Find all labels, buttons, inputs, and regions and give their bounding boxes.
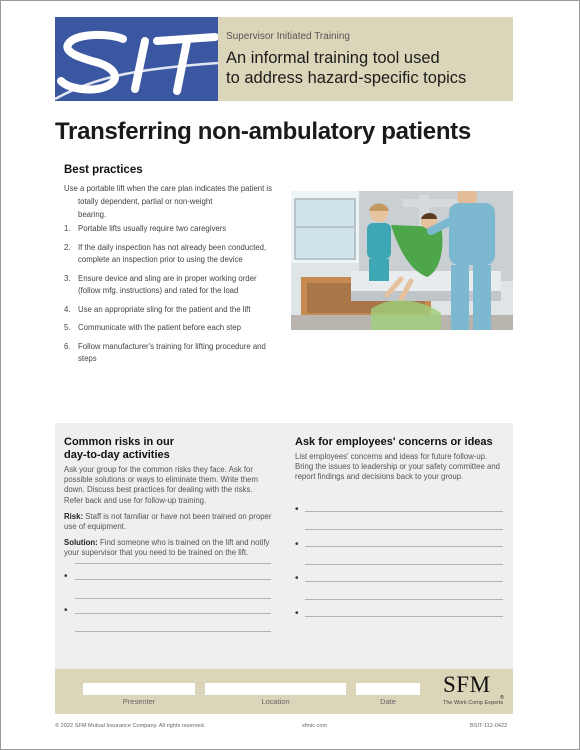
solution-text: Find someone who is trained on the lift and notify [97, 538, 270, 548]
list-item-text: If the daily inspection has not already been conducted, [78, 242, 267, 252]
list-item-text: complete an inspection prior to using the device [78, 255, 243, 264]
risks-bullet: • [64, 605, 68, 616]
intro-line: totally dependent, partial or non-weight [78, 197, 213, 206]
concerns-text [295, 452, 510, 483]
date-field[interactable] [356, 683, 420, 695]
risks-text-line: possible solutions or ways to eliminate them. Write them [64, 475, 258, 485]
best-practices-intro [64, 182, 274, 221]
risks-write-line[interactable] [75, 598, 271, 599]
footer-website[interactable]: sfmic.com [302, 723, 328, 729]
concerns-heading: Ask for employees' concerns or ideas [295, 436, 493, 448]
location-label: Location [261, 697, 290, 706]
patient-lift-photo [291, 191, 513, 330]
list-item-text: Portable lifts usually require two caregivers [78, 224, 227, 233]
list-item-number: 4. [64, 304, 71, 314]
presenter-field[interactable] [83, 683, 195, 695]
risks-text-line: down. Discuss best practices for dealing with the risks. [64, 485, 253, 495]
concerns-write-line[interactable] [305, 564, 503, 565]
risks-write-line[interactable] [75, 563, 271, 564]
concerns-write-line[interactable] [305, 599, 503, 600]
risk-text-cont: use of equipment. [64, 522, 126, 532]
footer-code: BSIT-112-0422 [470, 723, 508, 729]
concerns-bullet: • [295, 573, 299, 584]
list-item [64, 223, 274, 236]
header-tagline [226, 48, 466, 88]
risk-label: Risk: [64, 511, 84, 521]
concerns-write-line[interactable] [305, 581, 503, 582]
risks-write-line[interactable] [75, 579, 271, 580]
concerns-write-line[interactable] [305, 529, 503, 530]
risks-text-line: Ask your group for the common risks they face. Ask for [64, 465, 253, 474]
header-tagline-line1: An informal training tool used [226, 49, 440, 67]
intro-line: Use a portable lift when the care plan indicates the patient is [64, 184, 273, 193]
list-item-text: Ensure device and sling are in proper working order [78, 273, 257, 283]
concerns-text-line: Bring the issues to leadership or your safety committee and [295, 462, 500, 472]
intro-line: bearing. [78, 210, 107, 219]
concerns-write-line[interactable] [305, 511, 503, 512]
risks-heading [64, 436, 174, 462]
sfm-tagline: The Work Comp Experts [443, 700, 504, 706]
discussion-box [55, 423, 513, 669]
risks-heading-line1: Common risks in our [64, 436, 175, 448]
presenter-label: Presenter [122, 697, 156, 706]
date-label: Date [380, 697, 396, 706]
list-item [64, 273, 274, 298]
list-item-number: 6. [64, 341, 71, 351]
list-item-text: steps [78, 354, 97, 363]
list-item-number: 2. [64, 242, 71, 252]
list-item-number: 1. [64, 224, 71, 233]
header-band [55, 17, 513, 101]
header-supertitle: Supervisor Initiated Training [226, 31, 350, 42]
risks-text-line: Refer back and use for follow-up training. [64, 495, 207, 505]
sit-logo [55, 17, 218, 101]
page-title: Transferring non-ambulatory patients [55, 118, 471, 145]
risk-example [64, 512, 279, 522]
solution-text-cont: your supervisor that you need to be trained on the lift. [64, 548, 249, 558]
concerns-write-line[interactable] [305, 546, 503, 547]
sit-logo-mark [55, 17, 218, 101]
best-practices-heading: Best practices [64, 164, 143, 176]
best-practices-list [64, 223, 274, 372]
list-item [64, 304, 274, 317]
location-field[interactable] [205, 683, 346, 695]
risk-text: Staff is not familiar or have not been trained on proper [83, 511, 272, 521]
concerns-bullet: • [295, 608, 299, 619]
risks-write-line[interactable] [75, 631, 271, 632]
risks-heading-line2: day-to-day activities [64, 449, 170, 461]
risks-write-line[interactable] [75, 613, 271, 614]
list-item-text: (follow mfg. instructions) and rated for the load [78, 286, 239, 295]
concerns-text-line: report findings and decisions back to your group. [295, 472, 464, 482]
concerns-text-line: List employees' concerns and ideas for future follow-up. [295, 452, 488, 461]
signature-band [55, 669, 513, 714]
patient-lift-illustration [291, 191, 513, 330]
concerns-bullet: • [295, 504, 299, 515]
footer-copyright: © 2022 SFM Mutual Insurance Company. All rights reserved. [55, 723, 206, 729]
header-tagline-line2: to address hazard-specific topics [226, 69, 467, 87]
risks-text [64, 465, 279, 559]
list-item [64, 242, 274, 267]
solution-label: Solution: [64, 538, 98, 548]
list-item-text: Use an appropriate sling for the patient and the lift [78, 304, 251, 314]
list-item-text: Follow manufacturer's training for lifting procedure and [78, 341, 266, 351]
list-item [64, 322, 274, 335]
sfm-registered-mark: ® [500, 695, 504, 701]
list-item-text: Communicate with the patient before each step [78, 323, 241, 332]
concerns-bullet: • [295, 539, 299, 550]
list-item [64, 341, 274, 366]
solution-example [64, 538, 279, 548]
sfm-logo: SFM [443, 672, 491, 697]
list-item-number: 5. [64, 323, 71, 332]
list-item-number: 3. [64, 273, 71, 283]
concerns-write-line[interactable] [305, 616, 503, 617]
risks-bullet: • [64, 571, 68, 582]
